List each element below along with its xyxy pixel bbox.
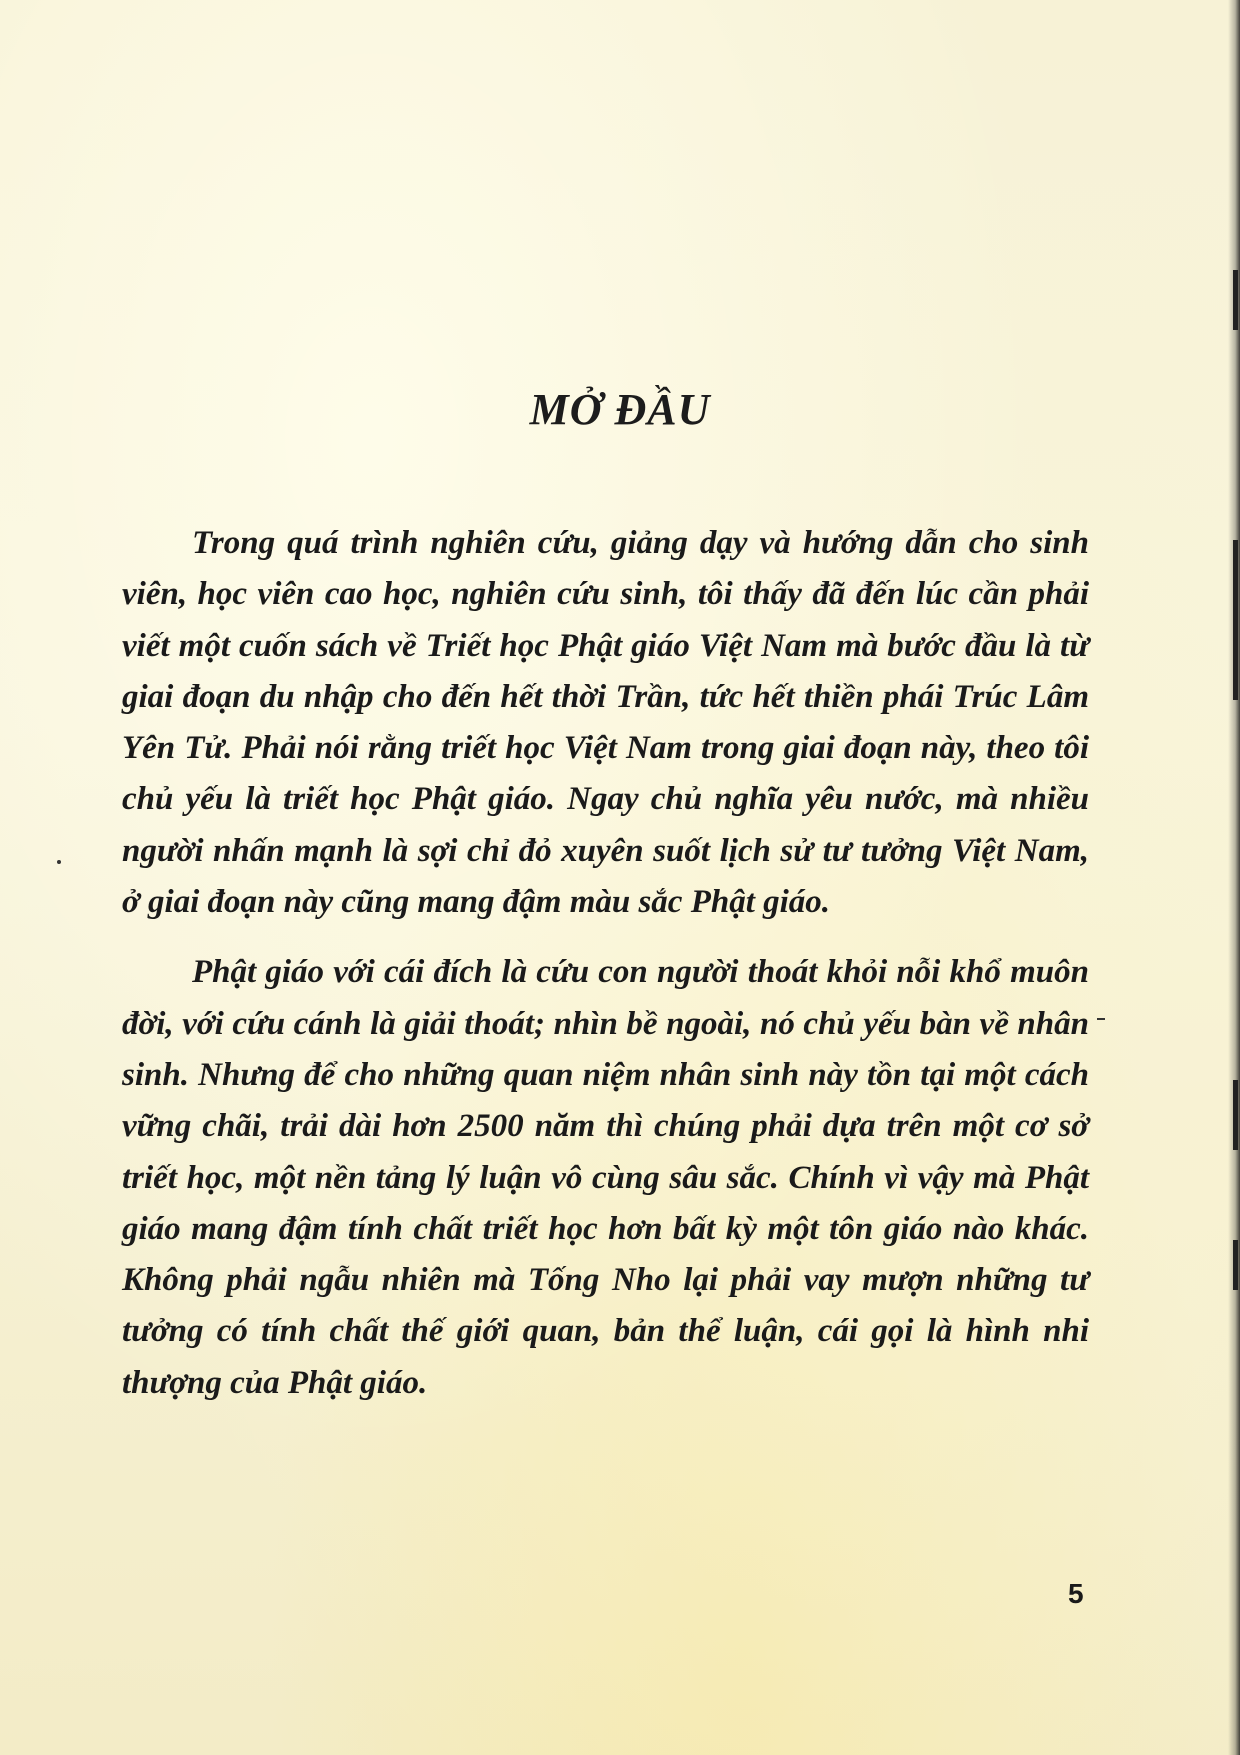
edge-mark [1233,1240,1238,1290]
chapter-heading: MỞ ĐẦU [529,385,711,435]
edge-mark [1233,1080,1238,1150]
paragraph: Trong quá trình nghiên cứu, giảng dạy và hướng dẫn cho sinh viên, học viên cao học, nghiên cứu sinh, tôi thấy đã đến lúc cần phải viết một cuốn sách về Triết học Phật giáo Việt Nam mà bước đầu là từ giai đoạn du nhập cho đến hết thời Trần, tức hết thiền phái Trúc Lâm Yên Tử. Phải nói rằng triết học Việt Nam trong giai đoạn này, theo tôi chủ yếu là triết học Phật giáo. Ngay chủ nghĩa yêu nước, mà nhiều người nhấn mạnh là sợi chỉ đỏ xuyên suốt lịch sử tư tưởng Việt Nam, ở giai đoạn này cũng mang đậm màu sắc Phật giáo. [122,525,1089,921]
page-edge-shadow [1228,0,1240,1755]
paragraph: Phật giáo với cái đích là cứu con người thoát khỏi nỗi khổ muôn đời, với cứu cánh là giải thoát; nhìn bề ngoài, nó chủ yếu bàn về nhân sinh. Nhưng để cho những quan niệm nhân sinh này tồn tại một cách vững chãi, trải dài hơn 2500 năm thì chúng phải dựa trên một cơ sở triết học, một nền tảng lý luận vô cùng sâu sắc. Chính vì vậy mà Phật giáo mang đậm tính chất triết học hơn bất kỳ một tôn giáo nào khác. Không phải ngẫu nhiên mà Tống Nho lại phải vay mượn những tư tưởng có tính chất thế giới quan, bản thể luận, cái gọi là hình nhi thượng của Phật giáo. [122,954,1089,1401]
stray-mark [1097,1018,1105,1020]
edge-mark [1233,270,1238,330]
edge-mark [1233,540,1238,700]
page-number: 5 [1068,1578,1084,1609]
body-text [122,518,1089,1409]
stray-mark [57,860,61,864]
